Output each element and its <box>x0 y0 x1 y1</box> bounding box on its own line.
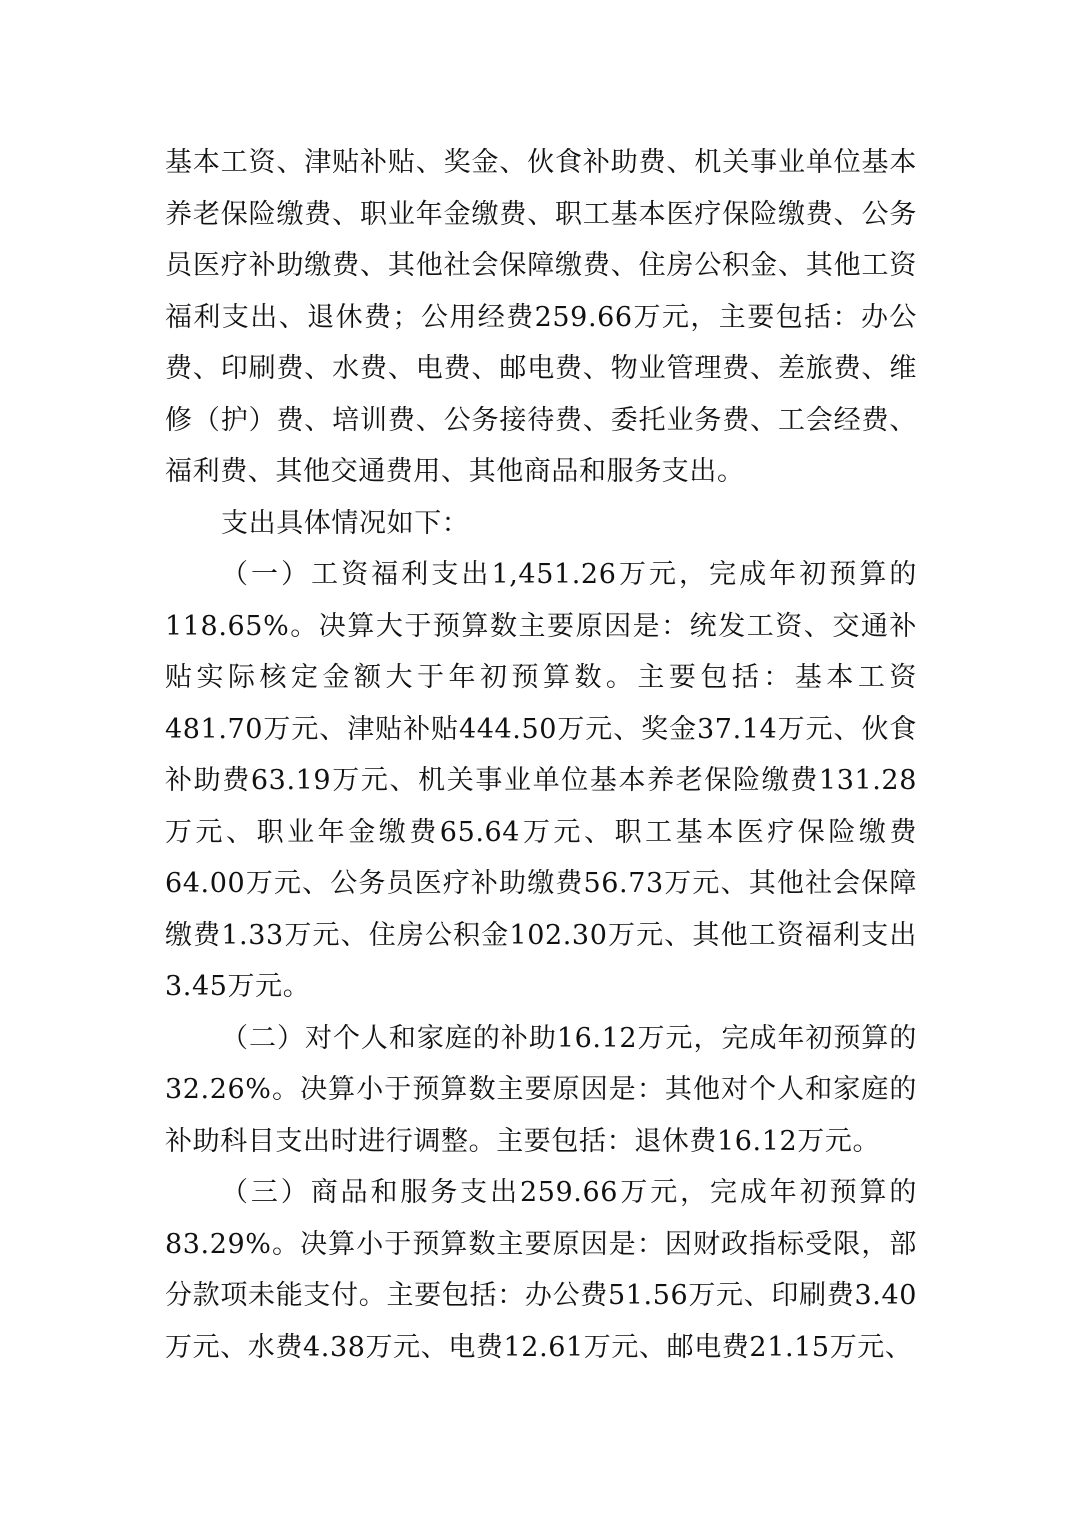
paragraph-section-3: （三）商品和服务支出259.66万元，完成年初预算的83.29%。决算小于预算数主要原因是：因财政指标受限，部分款项未能支付。主要包括：办公费51.56万元、印刷费3.40万元、水费4.38万元、电费12.61万元、邮电费21.15万元、 <box>165 1177 917 1363</box>
body-text <box>165 137 917 1373</box>
paragraph-continuation: 基本工资、津贴补贴、奖金、伙食补助费、机关事业单位基本养老保险缴费、职业年金缴费、职工基本医疗保险缴费、公务员医疗补助缴费、其他社会保障缴费、住房公积金、其他工资福利支出、退休费；公用经费259.66万元，主要包括：办公费、印刷费、水费、电费、邮电费、物业管理费、差旅费、维修（护）费、培训费、公务接待费、委托业务费、工会经费、福利费、其他交通费用、其他商品和服务支出。 <box>165 147 917 487</box>
paragraph-intro: 支出具体情况如下： <box>221 507 470 539</box>
paragraph-section-2: （二）对个人和家庭的补助16.12万元，完成年初预算的32.26%。决算小于预算数主要原因是：其他对个人和家庭的补助科目支出时进行调整。主要包括：退休费16.12万元。 <box>165 1022 917 1157</box>
paragraph-section-1: （一）工资福利支出1,451.26万元，完成年初预算的118.65%。决算大于预算数主要原因是：统发工资、交通补贴实际核定金额大于年初预算数。主要包括：基本工资481.70万元、津贴补贴444.50万元、奖金37.14万元、伙食补助费63.19万元、机关事业单位基本养老保险缴费131.28万元、职业年金缴费65.64万元、职工基本医疗保险缴费64.00万元、公务员医疗补助缴费56.73万元、其他社会保障缴费1.33万元、住房公积金102.30万元、其他工资福利支出3.45万元。 <box>165 559 917 1002</box>
